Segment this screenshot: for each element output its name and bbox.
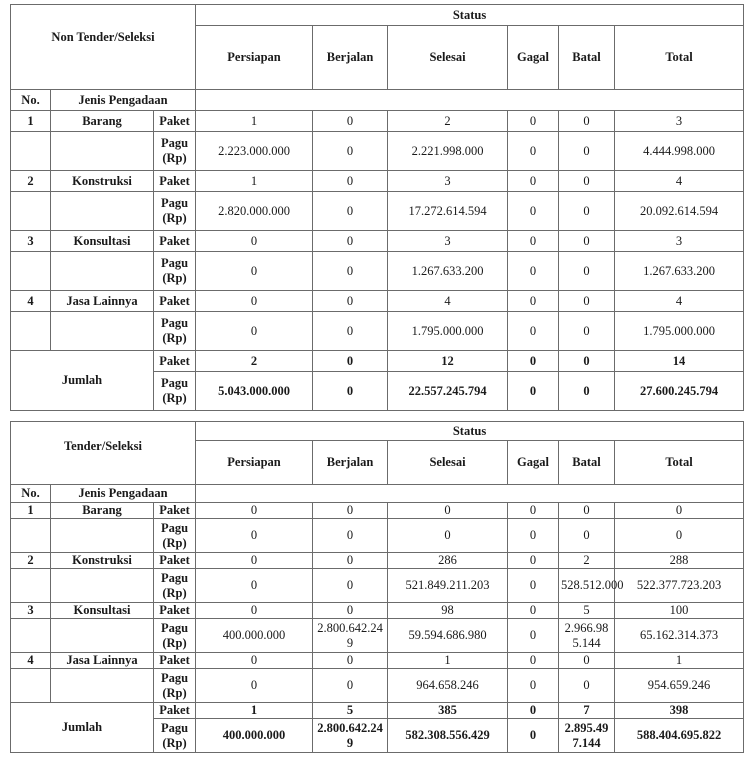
empty-cell <box>51 312 154 351</box>
jumlah-paket-value: 14 <box>615 351 744 372</box>
pagu-value: 0 <box>508 519 559 553</box>
paket-value: 0 <box>559 653 615 669</box>
empty-cell <box>51 669 154 703</box>
pagu-value: 0 <box>313 669 388 703</box>
table-row <box>11 519 744 553</box>
row-number: 4 <box>11 291 51 312</box>
pagu-value: 0 <box>313 312 388 351</box>
empty-cell <box>11 192 51 231</box>
paket-value: 0 <box>559 111 615 132</box>
paket-value: 100 <box>615 603 744 619</box>
pagu-value: 1.795.000.000 <box>615 312 744 351</box>
empty-cell <box>51 519 154 553</box>
empty-cell <box>11 132 51 171</box>
table-row <box>11 171 744 192</box>
pagu-value: 954.659.246 <box>615 669 744 703</box>
jenis-pengadaan: Konsultasi <box>51 231 154 252</box>
jenis-pengadaan: Konstruksi <box>51 171 154 192</box>
jenis-pengadaan: Jasa Lainnya <box>51 291 154 312</box>
pagu-value: 0 <box>508 312 559 351</box>
empty-cell <box>51 132 154 171</box>
jumlah-pagu-value: 27.600.245.794 <box>615 372 744 411</box>
paket-value: 0 <box>313 111 388 132</box>
pagu-value: 528.512.000 <box>559 569 615 603</box>
col-total: Total <box>615 26 744 90</box>
paket-value: 1 <box>388 653 508 669</box>
pagu-value: 0 <box>196 312 313 351</box>
jumlah-paket-value: 0 <box>559 351 615 372</box>
table-title: Tender/Seleksi <box>11 422 196 485</box>
pagu-value: 4.444.998.000 <box>615 132 744 171</box>
row-number: 2 <box>11 171 51 192</box>
paket-value: 0 <box>559 503 615 519</box>
paket-value: 2 <box>559 553 615 569</box>
paket-value: 0 <box>313 291 388 312</box>
paket-label: Paket <box>154 503 196 519</box>
table-row <box>11 132 744 171</box>
pagu-value: 1.267.633.200 <box>615 252 744 291</box>
jumlah-paket-value: 1 <box>196 703 313 719</box>
jenis-pengadaan: Konstruksi <box>51 553 154 569</box>
col-batal: Batal <box>559 26 615 90</box>
col-persiapan: Persiapan <box>196 441 313 485</box>
col-gagal: Gagal <box>508 441 559 485</box>
paket-value: 1 <box>615 653 744 669</box>
paket-value: 0 <box>508 291 559 312</box>
pagu-value: 0 <box>313 519 388 553</box>
pagu-value: 65.162.314.373 <box>615 619 744 653</box>
table-row <box>11 603 744 619</box>
col-berjalan: Berjalan <box>313 441 388 485</box>
jumlah-pagu-value: 400.000.000 <box>196 719 313 753</box>
pagu-value: 1.795.000.000 <box>388 312 508 351</box>
pagu-value: 0 <box>196 569 313 603</box>
empty-cell <box>11 312 51 351</box>
row-number: 1 <box>11 111 51 132</box>
paket-value: 0 <box>508 171 559 192</box>
pagu-value: 20.092.614.594 <box>615 192 744 231</box>
status-header: Status <box>196 422 744 441</box>
paket-value: 0 <box>196 653 313 669</box>
pagu-value: 0 <box>615 519 744 553</box>
paket-value: 3 <box>615 231 744 252</box>
paket-value: 0 <box>508 111 559 132</box>
paket-label: Paket <box>154 553 196 569</box>
paket-label: Paket <box>154 111 196 132</box>
empty-cell <box>11 519 51 553</box>
pagu-value: 1.267.633.200 <box>388 252 508 291</box>
table-title: Non Tender/Seleksi <box>11 5 196 90</box>
empty-cell <box>11 669 51 703</box>
pagu-value: 0 <box>508 669 559 703</box>
col-jenis: Jenis Pengadaan <box>51 90 196 111</box>
jenis-pengadaan: Barang <box>51 503 154 519</box>
jumlah-paket-value: 385 <box>388 703 508 719</box>
table-row <box>11 653 744 669</box>
col-persiapan: Persiapan <box>196 26 313 90</box>
paket-value: 1 <box>196 171 313 192</box>
jumlah-paket-value: 0 <box>313 351 388 372</box>
jumlah-pagu-value: 0 <box>559 372 615 411</box>
jumlah-paket-value: 398 <box>615 703 744 719</box>
row-number: 1 <box>11 503 51 519</box>
paket-value: 0 <box>508 603 559 619</box>
pagu-value: 0 <box>388 519 508 553</box>
table-row <box>11 231 744 252</box>
pagu-value: 0 <box>559 312 615 351</box>
paket-value: 4 <box>388 291 508 312</box>
jumlah-paket-value: 2 <box>196 351 313 372</box>
pagu-label: Pagu (Rp) <box>154 192 196 231</box>
paket-value: 3 <box>615 111 744 132</box>
jumlah-pagu-value: 0 <box>508 372 559 411</box>
paket-value: 0 <box>313 171 388 192</box>
paket-value: 286 <box>388 553 508 569</box>
jumlah-pagu-value: 0 <box>508 719 559 753</box>
col-berjalan: Berjalan <box>313 26 388 90</box>
jumlah-pagu-value: 0 <box>313 372 388 411</box>
jumlah-pagu-value: 2.800.642.249 <box>313 719 388 753</box>
paket-value: 0 <box>196 603 313 619</box>
paket-label: Paket <box>154 231 196 252</box>
empty-cell <box>11 619 51 653</box>
paket-value: 0 <box>196 291 313 312</box>
paket-value: 0 <box>313 553 388 569</box>
pagu-label: Pagu (Rp) <box>154 619 196 653</box>
table-row <box>11 569 744 603</box>
pagu-value: 2.966.985.144 <box>559 619 615 653</box>
jenis-pengadaan: Jasa Lainnya <box>51 653 154 669</box>
jumlah-paket-value: 0 <box>508 703 559 719</box>
pagu-label: Pagu (Rp) <box>154 719 196 753</box>
empty-cell <box>51 569 154 603</box>
pagu-value: 0 <box>559 132 615 171</box>
paket-label: Paket <box>154 653 196 669</box>
pagu-value: 0 <box>559 192 615 231</box>
table-row <box>11 503 744 519</box>
jumlah-paket-value: 0 <box>508 351 559 372</box>
empty-cell <box>51 252 154 291</box>
empty-cell <box>51 192 154 231</box>
jumlah-label: Jumlah <box>11 351 154 411</box>
table-row <box>11 619 744 653</box>
pagu-value: 59.594.686.980 <box>388 619 508 653</box>
col-selesai: Selesai <box>388 441 508 485</box>
pagu-value: 521.849.211.203 <box>388 569 508 603</box>
jumlah-paket-value: 7 <box>559 703 615 719</box>
pagu-value: 0 <box>313 252 388 291</box>
jenis-pengadaan: Konsultasi <box>51 603 154 619</box>
pagu-value: 0 <box>196 519 313 553</box>
pagu-label: Pagu (Rp) <box>154 569 196 603</box>
pagu-value: 0 <box>508 569 559 603</box>
col-no: No. <box>11 90 51 111</box>
col-gagal: Gagal <box>508 26 559 90</box>
pagu-value: 0 <box>559 519 615 553</box>
col-no: No. <box>11 485 51 503</box>
jumlah-row <box>11 351 744 372</box>
col-selesai: Selesai <box>388 26 508 90</box>
pagu-value: 2.800.642.249 <box>313 619 388 653</box>
col-jenis: Jenis Pengadaan <box>51 485 196 503</box>
jumlah-pagu-value: 22.557.245.794 <box>388 372 508 411</box>
row-number: 2 <box>11 553 51 569</box>
pagu-value: 2.221.998.000 <box>388 132 508 171</box>
paket-value: 0 <box>313 231 388 252</box>
pagu-value: 0 <box>313 132 388 171</box>
paket-label: Paket <box>154 603 196 619</box>
jenis-pengadaan: Barang <box>51 111 154 132</box>
pagu-value: 0 <box>313 192 388 231</box>
pagu-value: 0 <box>196 252 313 291</box>
empty-cell <box>11 569 51 603</box>
paket-value: 0 <box>615 503 744 519</box>
paket-label: Paket <box>154 171 196 192</box>
status-header: Status <box>196 5 744 26</box>
non-tender-table <box>10 4 744 411</box>
pagu-value: 964.658.246 <box>388 669 508 703</box>
table-row <box>11 553 744 569</box>
paket-label: Paket <box>154 703 196 719</box>
paket-value: 2 <box>388 111 508 132</box>
paket-value: 4 <box>615 171 744 192</box>
pagu-value: 17.272.614.594 <box>388 192 508 231</box>
table-row <box>11 291 744 312</box>
empty-cell <box>11 252 51 291</box>
paket-value: 1 <box>196 111 313 132</box>
pagu-value: 0 <box>508 252 559 291</box>
pagu-label: Pagu (Rp) <box>154 372 196 411</box>
jumlah-label: Jumlah <box>11 703 154 753</box>
table-row <box>11 252 744 291</box>
paket-value: 0 <box>388 503 508 519</box>
jumlah-pagu-value: 588.404.695.822 <box>615 719 744 753</box>
pagu-label: Pagu (Rp) <box>154 669 196 703</box>
pagu-value: 0 <box>559 669 615 703</box>
pagu-value: 0 <box>508 619 559 653</box>
empty-cell <box>51 619 154 653</box>
jumlah-paket-value: 12 <box>388 351 508 372</box>
paket-label: Paket <box>154 291 196 312</box>
paket-value: 0 <box>196 553 313 569</box>
paket-value: 3 <box>388 171 508 192</box>
paket-value: 0 <box>508 653 559 669</box>
pagu-value: 0 <box>196 669 313 703</box>
pagu-label: Pagu (Rp) <box>154 252 196 291</box>
paket-value: 98 <box>388 603 508 619</box>
table-row <box>11 669 744 703</box>
paket-value: 0 <box>313 603 388 619</box>
table-row <box>11 312 744 351</box>
paket-value: 0 <box>559 231 615 252</box>
jumlah-row <box>11 703 744 719</box>
paket-label: Paket <box>154 351 196 372</box>
row-number: 4 <box>11 653 51 669</box>
pagu-value: 400.000.000 <box>196 619 313 653</box>
paket-value: 4 <box>615 291 744 312</box>
paket-value: 0 <box>559 171 615 192</box>
paket-value: 0 <box>313 653 388 669</box>
col-total: Total <box>615 441 744 485</box>
jumlah-paket-value: 5 <box>313 703 388 719</box>
paket-value: 288 <box>615 553 744 569</box>
pagu-value: 522.377.723.203 <box>615 569 744 603</box>
jumlah-pagu-value: 2.895.497.144 <box>559 719 615 753</box>
pagu-value: 2.820.000.000 <box>196 192 313 231</box>
row-number: 3 <box>11 231 51 252</box>
paket-value: 0 <box>559 291 615 312</box>
pagu-label: Pagu (Rp) <box>154 132 196 171</box>
tender-table <box>10 421 744 753</box>
col-batal: Batal <box>559 441 615 485</box>
pagu-label: Pagu (Rp) <box>154 519 196 553</box>
pagu-value: 0 <box>313 569 388 603</box>
pagu-label: Pagu (Rp) <box>154 312 196 351</box>
paket-value: 0 <box>196 503 313 519</box>
jumlah-pagu-value: 582.308.556.429 <box>388 719 508 753</box>
pagu-value: 0 <box>559 252 615 291</box>
paket-value: 0 <box>508 231 559 252</box>
table-row <box>11 192 744 231</box>
paket-value: 0 <box>196 231 313 252</box>
pagu-value: 0 <box>508 132 559 171</box>
paket-value: 0 <box>508 503 559 519</box>
table-row <box>11 111 744 132</box>
pagu-value: 2.223.000.000 <box>196 132 313 171</box>
paket-value: 5 <box>559 603 615 619</box>
paket-value: 3 <box>388 231 508 252</box>
pagu-value: 0 <box>508 192 559 231</box>
paket-value: 0 <box>508 553 559 569</box>
paket-value: 0 <box>313 503 388 519</box>
jumlah-pagu-value: 5.043.000.000 <box>196 372 313 411</box>
row-number: 3 <box>11 603 51 619</box>
